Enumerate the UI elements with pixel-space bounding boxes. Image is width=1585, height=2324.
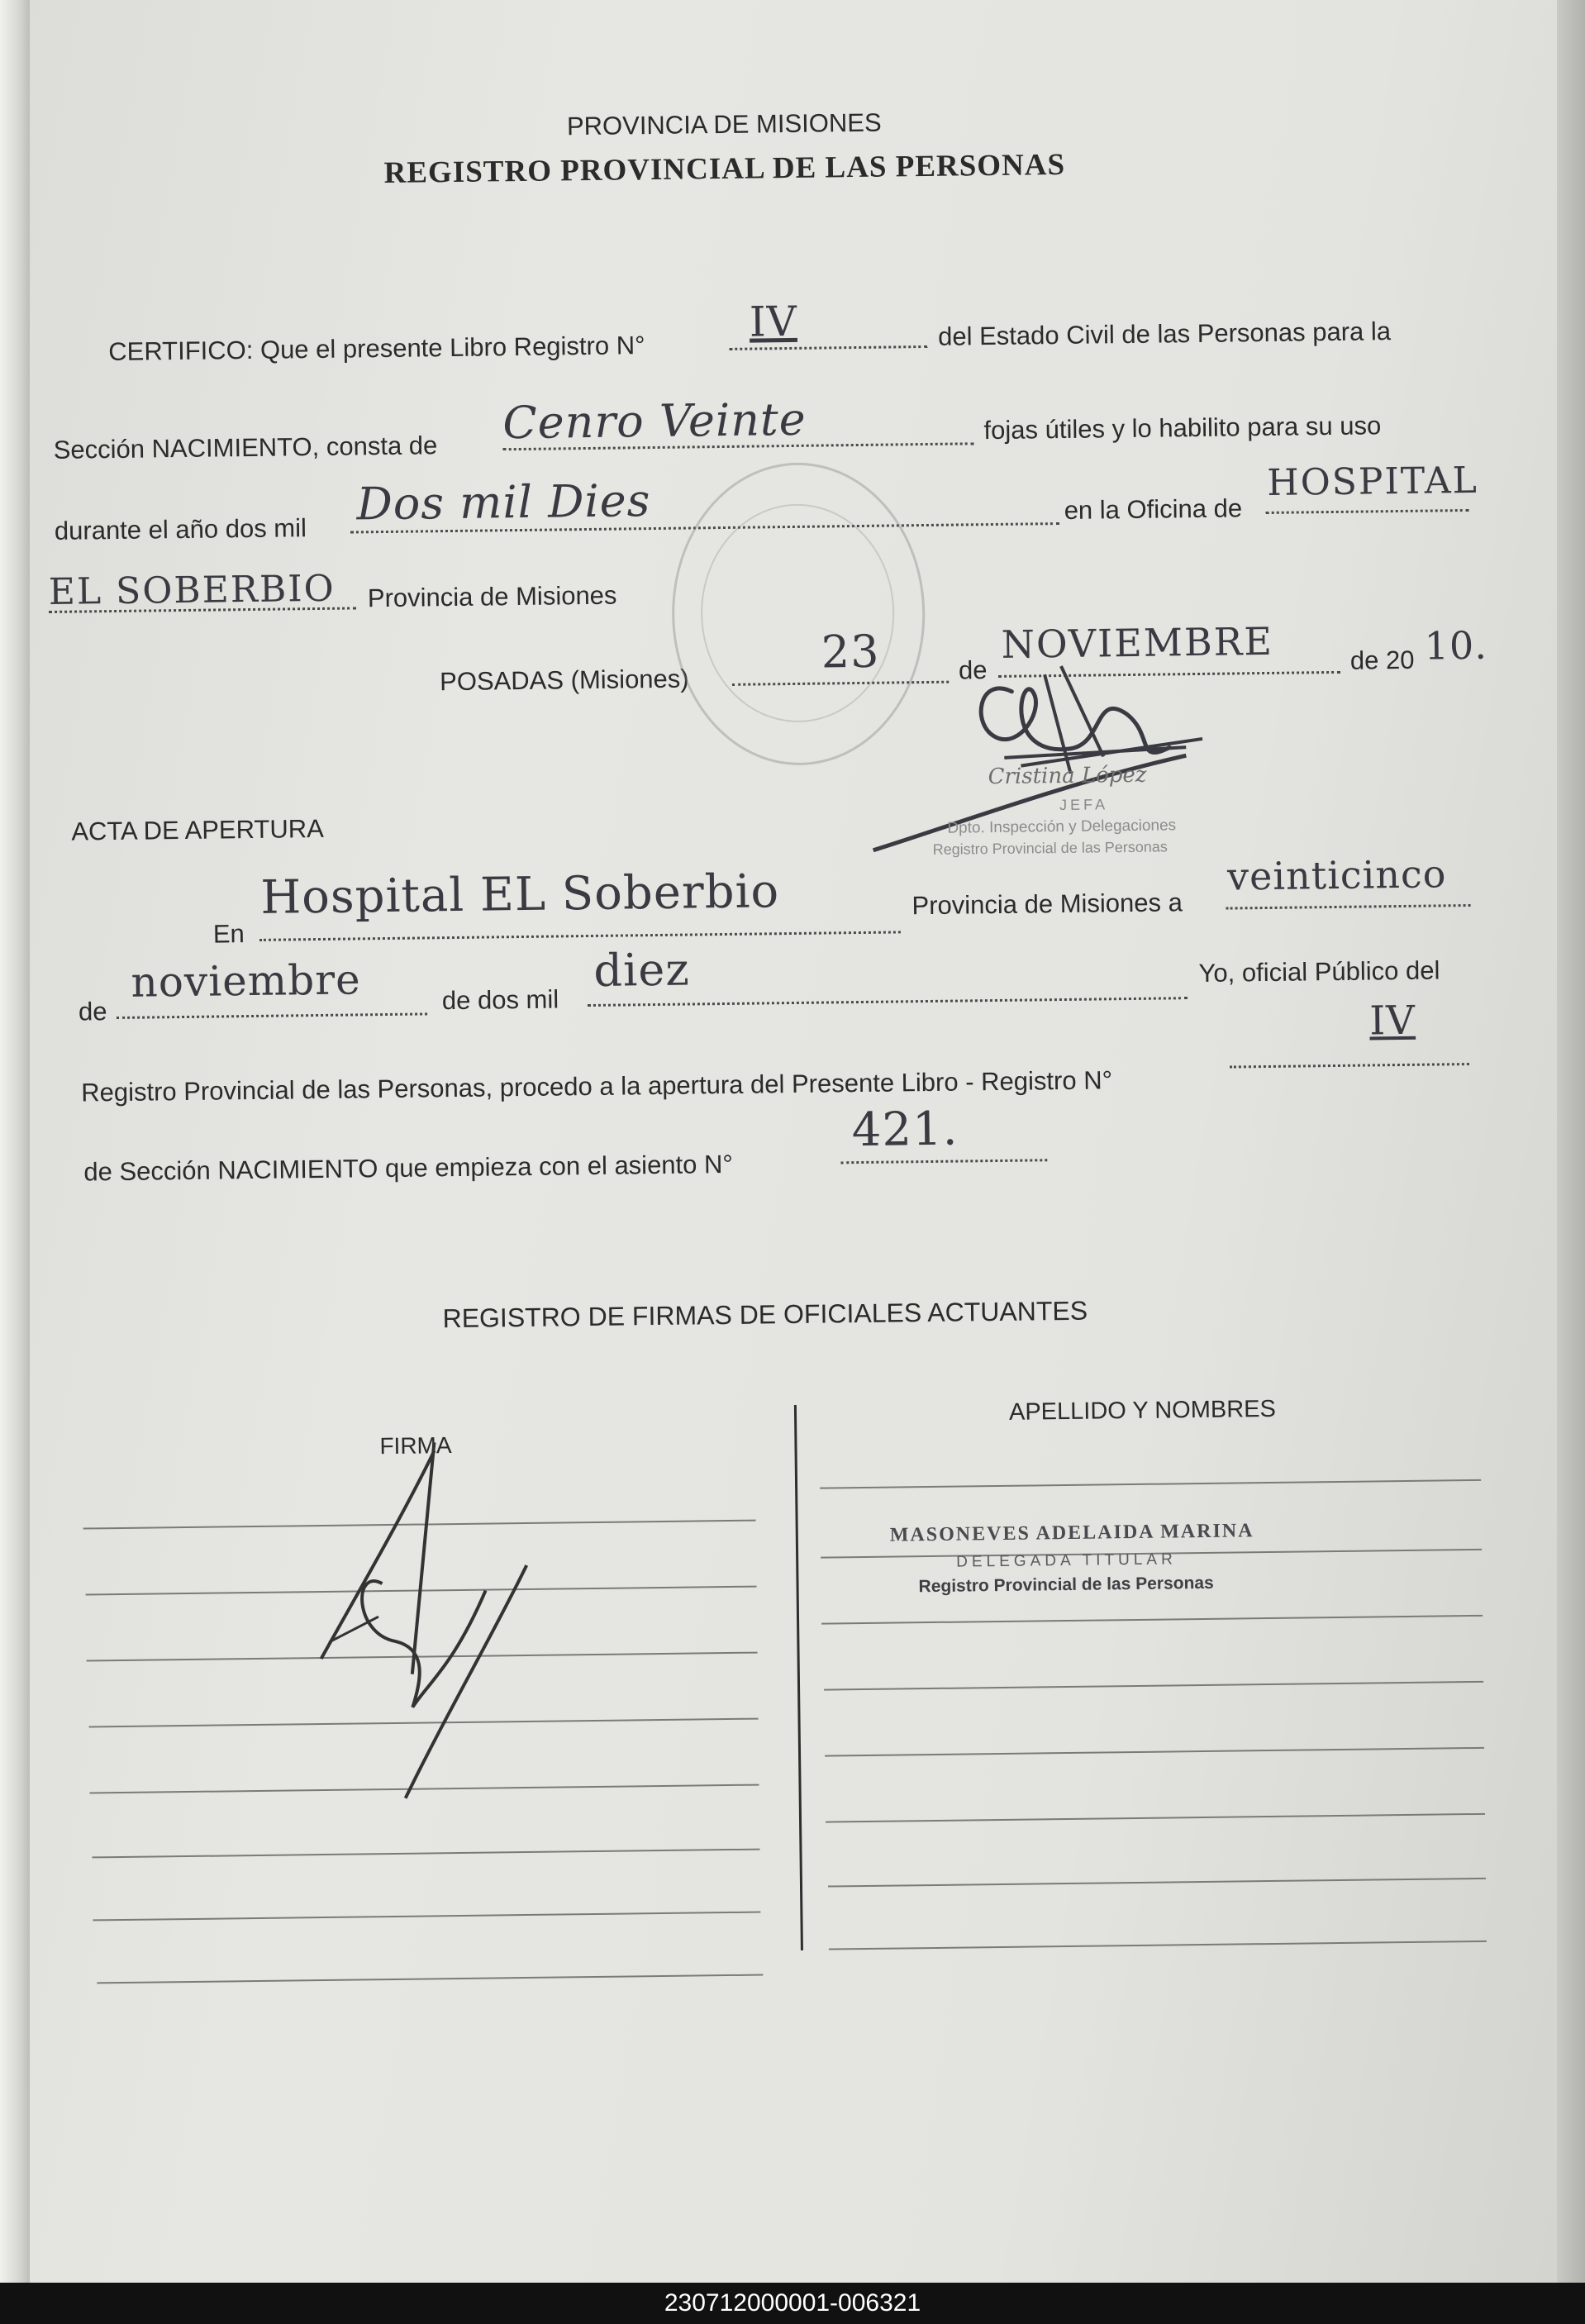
cert-de-year: de 20: [1349, 645, 1415, 675]
header-province: PROVINCIA DE MISIONES: [566, 107, 882, 141]
acta-line3-text: Registro Provincial de las Personas, procedo a la apertura del Presente Libro - Registro N°: [80, 1065, 1113, 1107]
acta-en-label: En: [212, 919, 245, 949]
cert-line3-prefix: durante el año dos mil: [54, 513, 307, 545]
acta-year-words: diez: [593, 943, 691, 997]
firma-rule: [97, 1974, 763, 1984]
names-rule: [828, 1878, 1486, 1888]
acta-book-dots: [1230, 1063, 1469, 1069]
names-rule: [820, 1479, 1481, 1489]
cert-month: NOVIEMBRE: [1001, 618, 1274, 667]
cert-office-b: EL SOBERBIO: [48, 567, 336, 613]
acta-title: ACTA DE APERTURA: [71, 813, 325, 846]
acta-day-dots: [1226, 904, 1471, 910]
acta-asiento-dots: [840, 1159, 1047, 1164]
cert-year-words: Dos mil Dies: [356, 474, 651, 531]
jefa-org: Registro Provincial de las Personas: [932, 838, 1168, 858]
firma-rule: [92, 1849, 759, 1859]
acta-oficial-text: Yo, oficial Público del: [1198, 955, 1440, 988]
cert-line2-suffix: fojas útiles y lo habilito para su uso: [983, 411, 1382, 445]
column-divider: [794, 1405, 803, 1950]
jefa-name: Cristina López: [988, 762, 1147, 790]
names-rule: [826, 1813, 1485, 1823]
cert-year-suffix: 10.: [1424, 622, 1488, 669]
acta-province-label: Provincia de Misiones a: [911, 888, 1183, 921]
acta-asiento: 421.: [851, 1102, 959, 1158]
cert-pages-count: Cenro Veinte: [502, 393, 807, 450]
acta-month: noviembre: [131, 955, 361, 1007]
cert-de1: de: [958, 655, 988, 685]
acta-place-dots: [259, 931, 901, 941]
acta-book-number: IV: [1368, 997, 1416, 1045]
cert-line3-suffix: en la Oficina de: [1064, 493, 1243, 525]
firma-label: FIRMA: [379, 1432, 452, 1460]
signatures-title: REGISTRO DE FIRMAS DE OFICIALES ACTUANTES: [442, 1295, 1088, 1334]
cert-book-number: IV: [749, 297, 798, 346]
cert-place: POSADAS (Misiones): [439, 664, 689, 697]
acta-de-label: de: [78, 997, 107, 1026]
cert-office-dots: [1266, 509, 1469, 514]
names-rule: [825, 1747, 1484, 1757]
delegate-stamp-name: MASONEVES ADELAIDA MARINA: [889, 1520, 1254, 1546]
acta-line4-text: de Sección NACIMIENTO que empieza con el asiento N°: [83, 1149, 734, 1187]
names-rule: [824, 1681, 1483, 1691]
names-rule: [821, 1615, 1483, 1625]
cert-office-a: HOSPITAL: [1266, 459, 1479, 504]
delegate-stamp-role: DELEGADA TITULAR: [956, 1550, 1177, 1571]
acta-de-dos-mil: de dos mil: [441, 984, 559, 1016]
oficial-signature: [302, 1432, 587, 1799]
jefa-title: JEFA: [1059, 796, 1109, 814]
header-registry: REGISTRO PROVINCIAL DE LAS PERSONAS: [383, 147, 1066, 190]
delegate-stamp-org: Registro Provincial de las Personas: [918, 1573, 1214, 1597]
document-code-footer: 230712000001-006321: [0, 2283, 1585, 2324]
acta-place: Hospital EL Soberbio: [259, 864, 780, 925]
cert-line2-prefix: Sección NACIMIENTO, consta de: [53, 431, 438, 464]
names-label: APELLIDO Y NOMBRES: [1008, 1395, 1277, 1426]
acta-day-words: veinticinco: [1226, 851, 1447, 899]
jefa-dept: Dpto. Inspección y Delegaciones: [947, 817, 1177, 837]
cert-line1-prefix: CERTIFICO: Que el presente Libro Registro N°: [108, 331, 645, 367]
firma-rule: [93, 1912, 760, 1922]
cert-line4-suffix: Provincia de Misiones: [367, 580, 617, 613]
cert-line1-suffix: del Estado Civil de las Personas para la: [937, 317, 1392, 351]
acta-year-dots: [588, 997, 1188, 1007]
cert-day: 23: [821, 625, 880, 679]
cert-book-number-dots: [729, 345, 927, 350]
acta-month-dots: [117, 1012, 427, 1019]
names-rule: [829, 1941, 1487, 1950]
